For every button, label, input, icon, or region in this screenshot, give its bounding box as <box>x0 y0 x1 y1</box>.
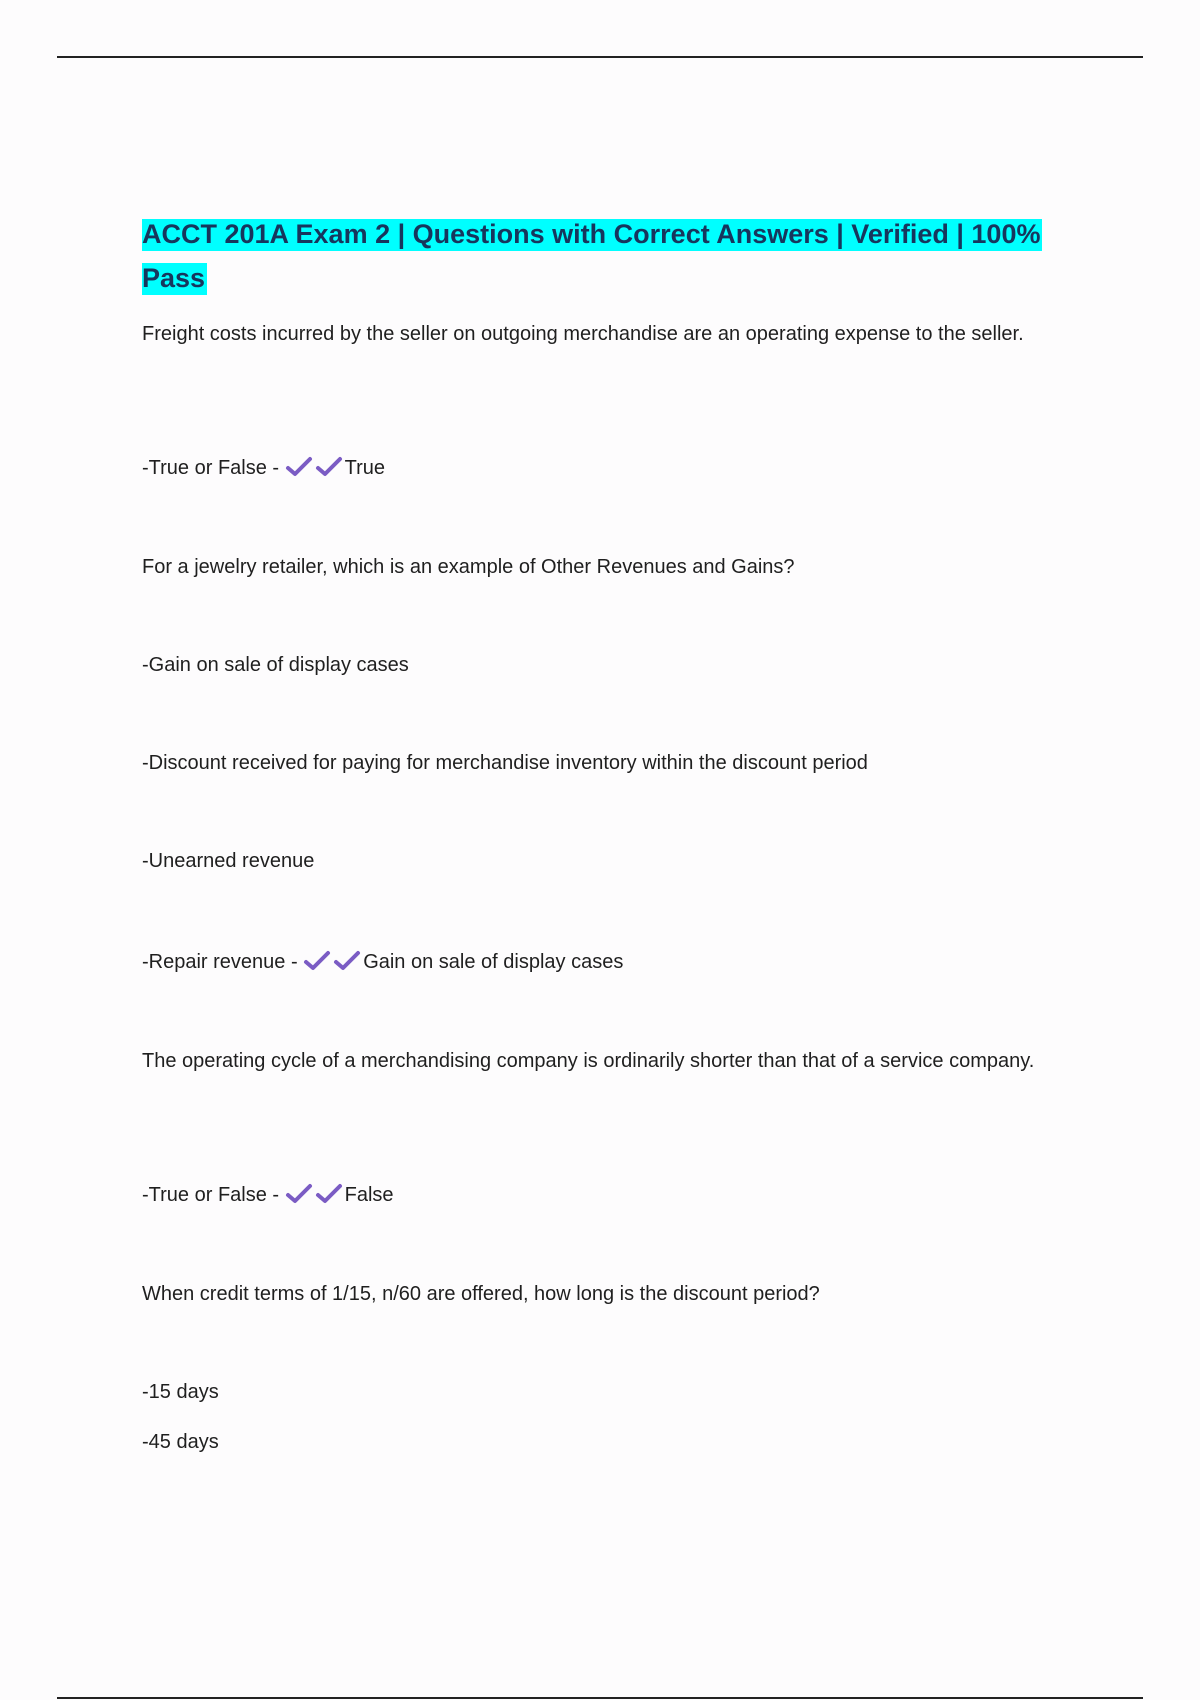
check-icon <box>315 1183 343 1205</box>
answer-line-3 <box>142 1179 1042 1212</box>
answer-value: Gain on sale of display cases <box>363 951 624 973</box>
option-line: -15 days <box>142 1381 219 1403</box>
document-title <box>142 212 1042 300</box>
question-4: When credit terms of 1/15, n/60 are offered, how long is the discount period? <box>142 1283 820 1305</box>
answer-prefix: -True or False - <box>142 1184 285 1206</box>
check-icon <box>315 456 343 478</box>
document-body <box>142 212 1042 300</box>
question-2: For a jewelry retailer, which is an example of Other Revenues and Gains? <box>142 556 795 578</box>
answer-value: True <box>344 457 386 479</box>
title-highlight: ACCT 201A Exam 2 | Questions with Correct Answers | Verified | 100% Pass <box>142 219 1041 293</box>
check-icon <box>285 456 313 478</box>
option-line: -Unearned revenue <box>142 850 315 872</box>
option-line: -45 days <box>142 1431 219 1453</box>
option-line: -Discount received for paying for merchandise inventory within the discount period <box>142 752 868 774</box>
header-rule <box>57 56 1143 58</box>
answer-prefix: -True or False - <box>142 457 285 479</box>
question-1: Freight costs incurred by the seller on outgoing merchandise are an operating expense to the seller. <box>142 323 1024 345</box>
answer-value: False <box>344 1184 394 1206</box>
question-3: The operating cycle of a merchandising company is ordinarily shorter than that of a service company. <box>142 1050 1035 1072</box>
check-icon <box>303 950 331 972</box>
answer-line-1 <box>142 452 1042 485</box>
footer-rule <box>57 1697 1143 1699</box>
answer-line-2 <box>142 946 1042 979</box>
check-icon <box>285 1183 313 1205</box>
option-line: -Gain on sale of display cases <box>142 654 409 676</box>
answer-prefix: -Repair revenue - <box>142 951 304 973</box>
check-icon <box>333 950 361 972</box>
